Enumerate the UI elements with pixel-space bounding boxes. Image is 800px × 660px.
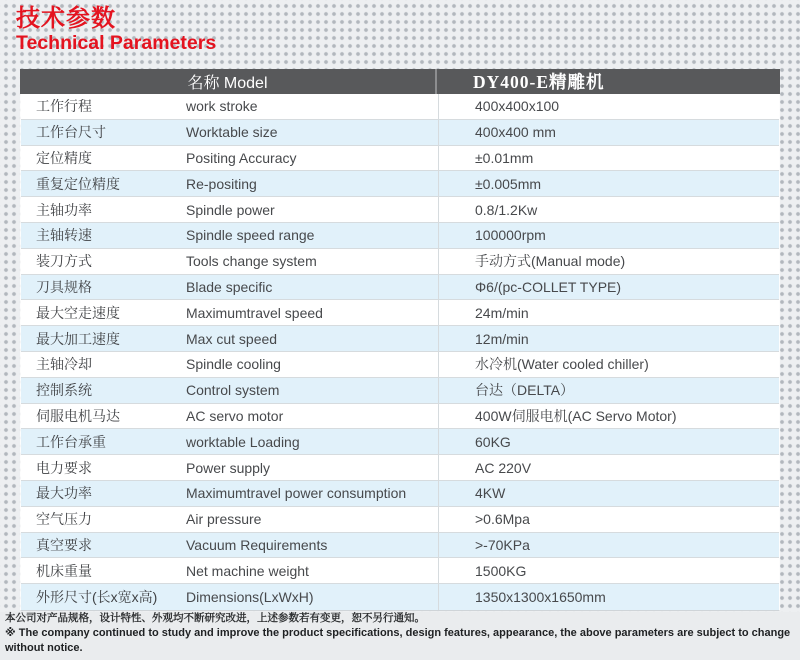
table-row [21, 197, 779, 223]
table-row [21, 533, 779, 559]
param-label-zh: 伺服电机马达 [36, 407, 120, 424]
param-label-en: Dimensions(LxWxH) [186, 589, 314, 606]
param-label-zh: 重复定位精度 [36, 175, 120, 192]
param-label-en: Power supply [186, 459, 271, 476]
disclaimer [5, 611, 797, 656]
table-row [21, 455, 779, 481]
param-value: 60KG [438, 429, 779, 454]
param-value: 400W伺服电机(AC Servo Motor) [438, 404, 779, 429]
table-row [21, 404, 779, 430]
param-label-zh: 空气压力 [36, 511, 92, 528]
param-value: 1350x1300x1650mm [438, 584, 779, 610]
param-label-zh: 电力要求 [36, 459, 92, 476]
table-row [21, 94, 779, 120]
param-value: 手动方式(Manual mode) [438, 249, 779, 274]
param-label-en: Control system [186, 382, 280, 399]
param-label-en: Max cut speed [186, 330, 278, 347]
disclaimer-en: ※ The company continued to study and improve the product specifications, design features, appearance, the above parameters are subject to change without notice. [5, 627, 791, 655]
table-header-row [20, 69, 780, 94]
param-label-en: Blade specific [186, 278, 273, 295]
param-value: Φ6/(pc-COLLET TYPE) [438, 275, 779, 300]
table-row [21, 326, 779, 352]
param-value: 台达（DELTA） [438, 378, 779, 403]
param-value: >-70KPa [438, 533, 779, 558]
param-label-zh: 主轴冷却 [36, 356, 92, 373]
param-value: 0.8/1.2Kw [438, 197, 779, 222]
table-row [21, 249, 779, 275]
table-row [21, 558, 779, 584]
param-label-en: Spindle cooling [186, 356, 281, 373]
page-title-block [16, 6, 216, 54]
param-label-zh: 最大功率 [36, 485, 92, 502]
disclaimer-zh: 本公司对产品规格，设计特性、外观均不断研究改进，上述参数若有变更，恕不另行通知。 [5, 612, 425, 624]
table-row [21, 481, 779, 507]
param-label-zh: 工作行程 [36, 98, 92, 115]
table-row [21, 146, 779, 172]
param-label-en: AC servo motor [186, 407, 284, 424]
table-row [21, 507, 779, 533]
table-header-machine-model: DY400-E精雕机 [473, 72, 605, 92]
table-row [21, 429, 779, 455]
param-label-zh: 最大加工速度 [36, 330, 120, 347]
param-label-en: work stroke [186, 98, 258, 115]
param-label-en: Maximumtravel power consumption [186, 485, 407, 502]
page-title-zh: 技术参数 [16, 5, 116, 32]
param-label-zh: 控制系统 [36, 382, 92, 399]
param-label-zh: 外形尺寸(长x宽x高) [36, 589, 158, 606]
param-value: 1500KG [438, 558, 779, 583]
param-value: ±0.005mm [438, 171, 779, 196]
param-value: 4KW [438, 481, 779, 506]
param-label-zh: 最大空走速度 [36, 304, 120, 321]
param-label-en: Maximumtravel speed [186, 304, 323, 321]
param-label-zh: 定位精度 [36, 149, 92, 166]
param-label-zh: 主轴转速 [36, 227, 92, 244]
param-label-en: Tools change system [186, 253, 317, 270]
param-label-en: Air pressure [186, 511, 262, 528]
technical-parameters-table [20, 69, 780, 611]
param-value: 水冷机(Water cooled chiller) [438, 352, 779, 377]
param-label-en: Spindle power [186, 201, 275, 218]
page-title-en: Technical Parameters [16, 32, 217, 55]
table-header-name-model: 名称 Model [20, 69, 437, 94]
param-label-en: Worktable size [186, 124, 278, 141]
param-label-en: Positing Accuracy [186, 149, 297, 166]
param-label-en: Spindle speed range [186, 227, 315, 244]
table-row [21, 275, 779, 301]
table-row [21, 352, 779, 378]
param-label-zh: 装刀方式 [36, 253, 92, 270]
param-value: 400x400 mm [438, 120, 779, 145]
param-value: 100000rpm [438, 223, 779, 248]
table-row [21, 171, 779, 197]
table-row [21, 584, 779, 610]
table-row [21, 378, 779, 404]
param-label-zh: 刀具规格 [36, 278, 92, 295]
param-label-zh: 工作台尺寸 [36, 124, 106, 141]
param-label-zh: 主轴功率 [36, 201, 92, 218]
table-row [21, 223, 779, 249]
param-value: AC 220V [438, 455, 779, 480]
param-label-en: Re-positing [186, 175, 257, 192]
param-value: 400x400x100 [438, 94, 779, 119]
param-label-zh: 工作台承重 [36, 433, 106, 450]
param-value: >0.6Mpa [438, 507, 779, 532]
param-label-en: Net machine weight [186, 562, 309, 579]
param-label-en: Vacuum Requirements [186, 536, 328, 553]
param-label-zh: 机床重量 [36, 562, 92, 579]
param-value: ±0.01mm [438, 146, 779, 171]
table-row [21, 120, 779, 146]
param-label-en: worktable Loading [186, 433, 300, 450]
param-value: 24m/min [438, 300, 779, 325]
param-label-zh: 真空要求 [36, 536, 92, 553]
table-body [20, 94, 780, 611]
param-value: 12m/min [438, 326, 779, 351]
table-row [21, 300, 779, 326]
